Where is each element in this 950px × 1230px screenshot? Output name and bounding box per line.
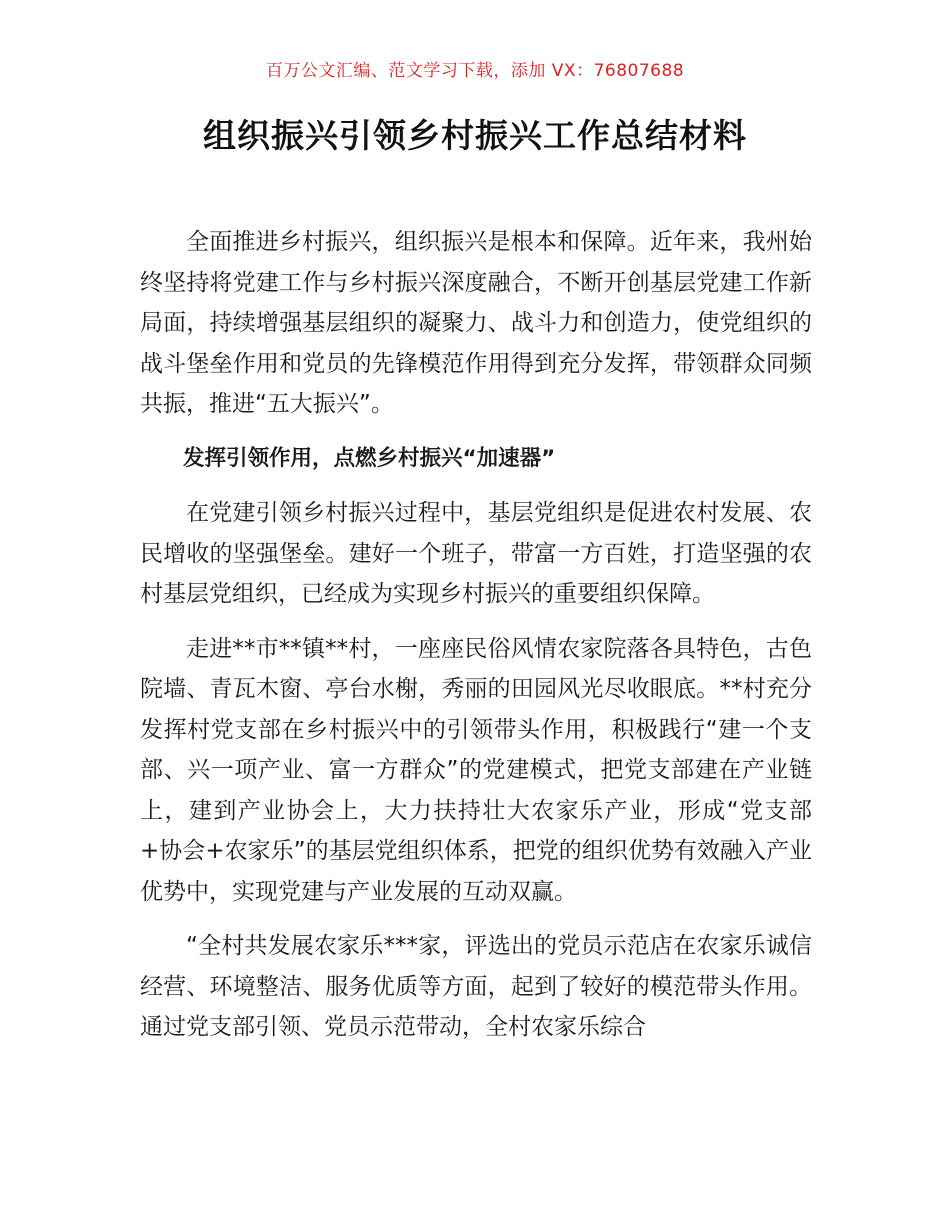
section-heading: 发挥引领作用，点燃乡村振兴“加速器” <box>183 445 556 471</box>
paragraph-section-intro: 在党建引领乡村振兴过程中，基层党组织是促进农村发展、农民增收的坚强堡垒。建好一个班子，带富一方百姓，打造坚强的农村基层党组织，已经成为实现乡村振兴的重要组织保障。 <box>140 500 812 607</box>
header-watermark-note: 百万公文汇编、范文学习下载，添加 VX：76807688 <box>265 61 685 81</box>
paragraph-intro: 全面推进乡村振兴，组织振兴是根本和保障。近年来，我州始终坚持将党建工作与乡村振兴深度融合，不断开创基层党建工作新局面，持续增强基层组织的凝聚力、战斗力和创造力，使党组织的战斗堡垒作用和党员的先锋模范作用得到充分发挥，带领群众同频共振，推进“五大振兴”。 <box>140 229 812 417</box>
document-body <box>140 222 812 1062</box>
document-title: 组织振兴引领乡村振兴工作总结材料 <box>203 116 747 155</box>
paragraph-quote: “全村共发展农家乐***家，评选出的党员示范店在农家乐诚信经营、环境整洁、服务优质等方面，起到了较好的模范带头作用。通过党支部引领、党员示范带动，全村农家乐综合 <box>140 933 812 1040</box>
paragraph-village-example: 走进**市**镇**村，一座座民俗风情农家院落各具特色，古色院墙、青瓦木窗、亭台水榭，秀丽的田园风光尽收眼底。**村充分发挥村党支部在乡村振兴中的引领带头作用，积极践行“建一个支部、兴一项产业、富一方群众”的党建模式，把党支部建在产业链上，建到产业协会上，大力扶持壮大农家乐产业，形成“党支部+协会+农家乐”的基层党组织体系，把党的组织优势有效融入产业优势中，实现党建与产业发展的互动双赢。 <box>140 635 812 905</box>
